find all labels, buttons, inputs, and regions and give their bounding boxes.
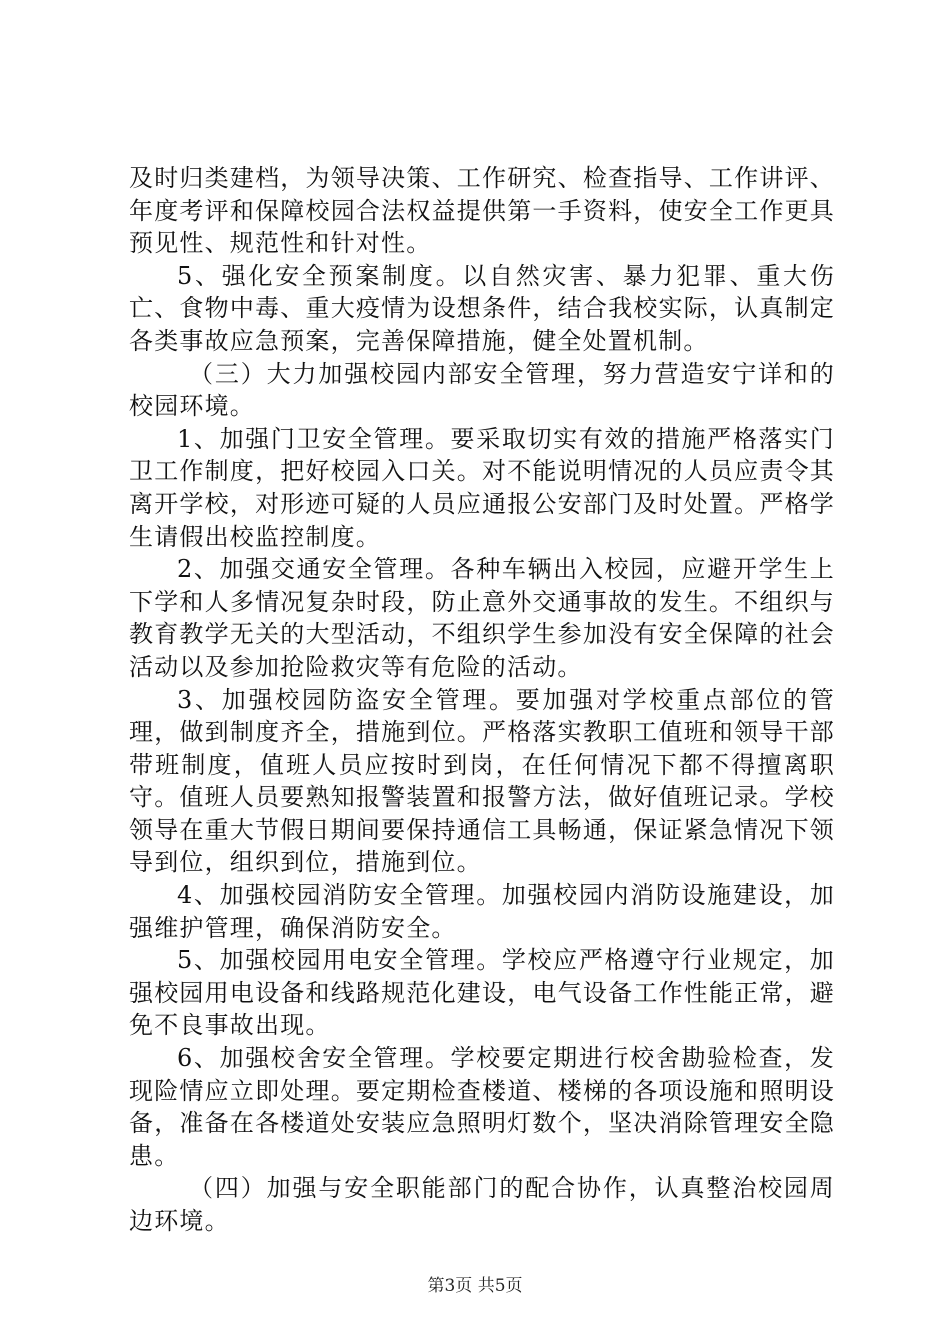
section-heading-4: （四）加强与安全职能部门的配合协作，认真整治校园周边环境。 bbox=[129, 1174, 835, 1235]
page-number-footer: 第3页 共5页 bbox=[427, 1276, 523, 1296]
paragraph-item-3-theft-prevention: 3、加强校园防盗安全管理。要加强对学校重点部位的管理，做到制度齐全，措施到位。严格落实教职工值班和领导干部带班制度，值班人员应按时到岗，在任何情况下都不得擅离职守。值班人员要熟知报警装置和报警方法，做好值班记录。学校领导在重大节假日期间要保持通信工具畅通，保证紧急情况下领导到位，组织到位，措施到位。 bbox=[129, 685, 835, 877]
document-body bbox=[129, 162, 835, 1238]
paragraph-item-1-gate-security: 1、加强门卫安全管理。要采取切实有效的措施严格落实门卫工作制度，把好校园入口关。对不能说明情况的人员应责令其离开学校，对形迹可疑的人员应通报公安部门及时处置。严格学生请假出校监控制度。 bbox=[129, 424, 835, 551]
section-heading-3: （三）大力加强校园内部安全管理，努力营造安宁详和的校园环境。 bbox=[129, 359, 835, 421]
paragraph-continuation: 及时归类建档，为领导决策、工作研究、检查指导、工作讲评、年度考评和保障校园合法权益提供第一手资料，使安全工作更具预见性、规范性和针对性。 bbox=[129, 164, 835, 258]
paragraph-item-5-contingency-plans: 5、强化安全预案制度。以自然灾害、暴力犯罪、重大伤亡、食物中毒、重大疫情为设想条件，结合我校实际，认真制定各类事故应急预案，完善保障措施，健全处置机制。 bbox=[129, 261, 835, 355]
paragraph-item-6-building-safety: 6、加强校舍安全管理。学校要定期进行校舍勘验检查，发现险情应立即处理。要定期检查楼道、楼梯的各项设施和照明设备，准备在各楼道处安装应急照明灯数个，坚决消除管理安全隐患。 bbox=[129, 1044, 835, 1170]
paragraph-item-5-electrical-safety: 5、加强校园用电安全管理。学校应严格遵守行业规定，加强校园用电设备和线路规范化建设，电气设备工作性能正常，避免不良事故出现。 bbox=[129, 946, 835, 1040]
paragraph-item-4-fire-safety: 4、加强校园消防安全管理。加强校园内消防设施建设，加强维护管理，确保消防安全。 bbox=[129, 881, 835, 942]
paragraph-item-2-traffic-safety: 2、加强交通安全管理。各种车辆出入校园，应避开学生上下学和人多情况复杂时段，防止意外交通事故的发生。不组织与教育教学无关的大型活动，不组织学生参加没有安全保障的社会活动以及参加抢险救灾等有危险的活动。 bbox=[129, 555, 835, 681]
